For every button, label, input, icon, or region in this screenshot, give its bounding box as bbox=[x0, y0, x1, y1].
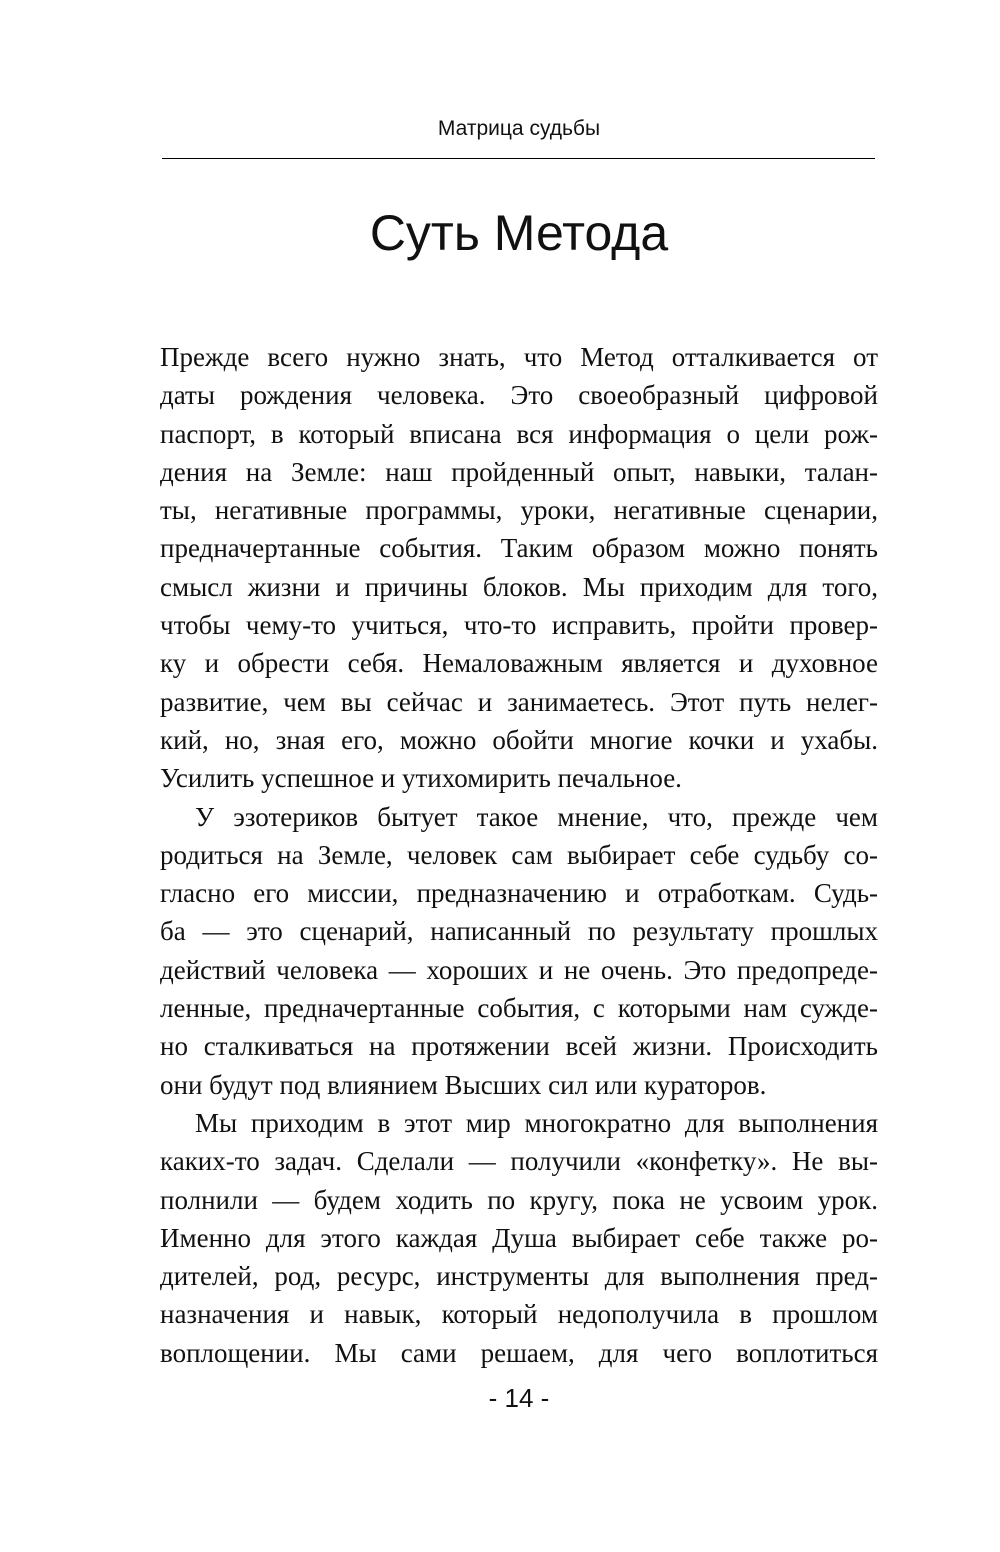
body-text bbox=[160, 338, 878, 1372]
text-line: ба — это сценарий, написанный по результату прошлых bbox=[160, 916, 878, 947]
running-head: Матрица судьбы bbox=[437, 117, 601, 140]
text-line: паспорт, в который вписана вся информация о цели рож- bbox=[160, 418, 878, 449]
text-line: Мы приходим в этот мир многократно для выполнения bbox=[195, 1107, 878, 1138]
text-line: чтобы чему-то учиться, что-то исправить, пройти провер- bbox=[160, 610, 878, 641]
text-line: родиться на Земле, человек сам выбирает себе судьбу со- bbox=[160, 839, 878, 870]
text-line: воплощении. Мы сами решаем, для чего воплотиться bbox=[160, 1337, 878, 1368]
text-line: Именно для этого каждая Душа выбирает себе также ро- bbox=[160, 1222, 878, 1253]
text-line: даты рождения человека. Это своеобразный цифровой bbox=[160, 380, 878, 411]
text-line: полнили — будем ходить по кругу, пока не усвоим урок. bbox=[160, 1184, 878, 1215]
text-line: Усилить успешное и утихомирить печальное. bbox=[160, 763, 682, 794]
text-line: ты, негативные программы, уроки, негативные сценарии, bbox=[160, 495, 878, 526]
text-line: кий, но, зная его, можно обойти многие кочки и ухабы. bbox=[160, 724, 878, 755]
text-line: ленные, предначертанные события, с которыми нам сужде- bbox=[160, 993, 878, 1024]
page-number: - 14 - bbox=[488, 1383, 550, 1413]
text-line: дителей, род, ресурс, инструменты для выполнения пред- bbox=[160, 1261, 878, 1292]
text-line: развитие, чем вы сейчас и занимаетесь. Этот путь нелег- bbox=[160, 686, 878, 717]
text-line: назначения и навык, который недополучила в прошлом bbox=[160, 1299, 878, 1330]
text-line: смысл жизни и причины блоков. Мы приходим для того, bbox=[160, 571, 878, 602]
chapter-title: Суть Метода bbox=[369, 205, 669, 261]
text-line: действий человека — хороших и не очень. Это предопреде- bbox=[160, 954, 878, 985]
header-rule bbox=[162, 158, 875, 159]
text-line: гласно его миссии, предназначению и отработкам. Судь- bbox=[160, 878, 878, 909]
text-line: дения на Земле: наш пройденный опыт, навыки, талан- bbox=[160, 456, 878, 487]
text-line: но сталкиваться на протяжении всей жизни. Происходить bbox=[160, 1031, 878, 1062]
page-content bbox=[160, 0, 878, 1552]
text-line: У эзотериков бытует такое мнение, что, прежде чем bbox=[195, 801, 878, 832]
text-line: они будут под влиянием Высших сил или кураторов. bbox=[160, 1069, 767, 1100]
text-line: каких-то задач. Сделали — получили «конфетку». Не вы- bbox=[160, 1146, 878, 1177]
text-line: Прежде всего нужно знать, что Метод отталкивается от bbox=[160, 342, 878, 372]
text-line: предначертанные события. Таким образом можно понять bbox=[160, 533, 878, 564]
text-line: ку и обрести себя. Немаловажным является и духовное bbox=[160, 648, 878, 679]
